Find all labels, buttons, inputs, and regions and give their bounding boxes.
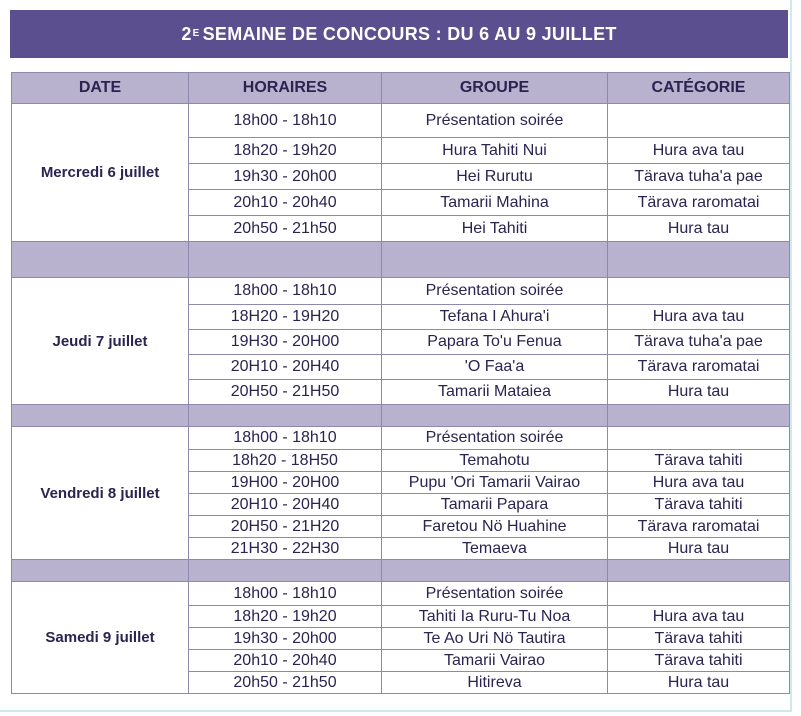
title-text: SEMAINE DE CONCOURS : DU 6 AU 9 JUILLET: [202, 23, 617, 44]
column-header-time: HORAIRES: [189, 73, 382, 104]
group-cell: Hura Tahiti Nui: [382, 138, 608, 164]
category-cell: Hura ava tau: [608, 472, 790, 494]
column-header-category: CATÉGORIE: [608, 73, 790, 104]
time-cell: 18h20 - 19h20: [189, 138, 382, 164]
time-cell: 18h20 - 19h20: [189, 606, 382, 628]
time-cell: 18h00 - 18h10: [189, 582, 382, 606]
category-cell: Tärava tahiti: [608, 628, 790, 650]
separator-cell: [189, 242, 382, 278]
time-cell: 20h50 - 21h50: [189, 216, 382, 242]
time-cell: 19H00 - 20H00: [189, 472, 382, 494]
page-title: [10, 10, 788, 58]
time-cell: 20h10 - 20h40: [189, 190, 382, 216]
time-cell: 20h10 - 20h40: [189, 650, 382, 672]
time-cell: 18h00 - 18h10: [189, 104, 382, 138]
category-cell: Tärava raromatai: [608, 190, 790, 216]
time-cell: 20H50 - 21H50: [189, 380, 382, 405]
group-cell: Tahiti Ia Ruru-Tu Noa: [382, 606, 608, 628]
separator-cell: [382, 405, 608, 427]
day-separator-row: [12, 242, 790, 278]
group-cell: Hei Tahiti: [382, 216, 608, 242]
category-cell: Tärava raromatai: [608, 355, 790, 380]
schedule-body: [12, 104, 790, 694]
category-cell: [608, 582, 790, 606]
table-row: [12, 582, 790, 606]
separator-cell: [608, 560, 790, 582]
category-cell: [608, 427, 790, 450]
day-date-cell: Vendredi 8 juillet: [12, 427, 189, 560]
category-cell: Tärava raromatai: [608, 516, 790, 538]
category-cell: [608, 278, 790, 305]
time-cell: 18h00 - 18h10: [189, 278, 382, 305]
title-prefix: 2: [181, 23, 192, 44]
frame-right-edge: [790, 0, 792, 712]
time-cell: 20h50 - 21h50: [189, 672, 382, 694]
separator-cell: [382, 242, 608, 278]
group-cell: Tamarii Mahina: [382, 190, 608, 216]
category-cell: Hura tau: [608, 672, 790, 694]
separator-cell: [382, 560, 608, 582]
separator-cell: [12, 242, 189, 278]
time-cell: 21H30 - 22H30: [189, 538, 382, 560]
table-row: [12, 278, 790, 305]
category-cell: Hura ava tau: [608, 606, 790, 628]
title-superscript: E: [192, 27, 200, 39]
day-separator-row: [12, 560, 790, 582]
group-cell: Hei Rurutu: [382, 164, 608, 190]
group-cell: Pupu 'Ori Tamarii Vairao: [382, 472, 608, 494]
category-cell: Hura ava tau: [608, 138, 790, 164]
category-cell: Tärava tahiti: [608, 494, 790, 516]
category-cell: Tärava tuha'a pae: [608, 330, 790, 355]
time-cell: 20H50 - 21H20: [189, 516, 382, 538]
table-row: [12, 427, 790, 450]
time-cell: 19h30 - 20h00: [189, 628, 382, 650]
column-header-group: GROUPE: [382, 73, 608, 104]
category-cell: Hura tau: [608, 216, 790, 242]
group-cell: Tefana I Ahura'i: [382, 305, 608, 330]
group-cell: Temahotu: [382, 450, 608, 472]
group-cell: Te Ao Uri Nö Tautira: [382, 628, 608, 650]
group-cell: Présentation soirée: [382, 582, 608, 606]
day-date-cell: Mercredi 6 juillet: [12, 104, 189, 242]
group-cell: Tamarii Mataiea: [382, 380, 608, 405]
group-cell: Présentation soirée: [382, 278, 608, 305]
table-row: [12, 104, 790, 138]
day-separator-row: [12, 405, 790, 427]
time-cell: 19h30 - 20h00: [189, 164, 382, 190]
group-cell: Hitireva: [382, 672, 608, 694]
group-cell: Présentation soirée: [382, 104, 608, 138]
separator-cell: [12, 405, 189, 427]
separator-cell: [12, 560, 189, 582]
group-cell: Papara To'u Fenua: [382, 330, 608, 355]
category-cell: Tärava tuha'a pae: [608, 164, 790, 190]
time-cell: 18H20 - 19H20: [189, 305, 382, 330]
category-cell: Tärava tahiti: [608, 450, 790, 472]
group-cell: 'O Faa'a: [382, 355, 608, 380]
separator-cell: [189, 405, 382, 427]
frame-bottom-edge: [0, 710, 792, 712]
category-cell: [608, 104, 790, 138]
group-cell: Faretou Nö Huahine: [382, 516, 608, 538]
group-cell: Présentation soirée: [382, 427, 608, 450]
category-cell: Hura tau: [608, 538, 790, 560]
separator-cell: [189, 560, 382, 582]
group-cell: Tamarii Papara: [382, 494, 608, 516]
time-cell: 18h20 - 18H50: [189, 450, 382, 472]
time-cell: 18h00 - 18h10: [189, 427, 382, 450]
day-date-cell: Samedi 9 juillet: [12, 582, 189, 694]
time-cell: 20H10 - 20H40: [189, 355, 382, 380]
separator-cell: [608, 405, 790, 427]
time-cell: 20H10 - 20H40: [189, 494, 382, 516]
category-cell: Hura tau: [608, 380, 790, 405]
group-cell: Temaeva: [382, 538, 608, 560]
separator-cell: [608, 242, 790, 278]
day-date-cell: Jeudi 7 juillet: [12, 278, 189, 405]
time-cell: 19H30 - 20H00: [189, 330, 382, 355]
group-cell: Tamarii Vairao: [382, 650, 608, 672]
column-header-date: DATE: [12, 73, 189, 104]
schedule-table: [11, 72, 790, 694]
category-cell: Tärava tahiti: [608, 650, 790, 672]
header-row: [12, 73, 790, 104]
category-cell: Hura ava tau: [608, 305, 790, 330]
